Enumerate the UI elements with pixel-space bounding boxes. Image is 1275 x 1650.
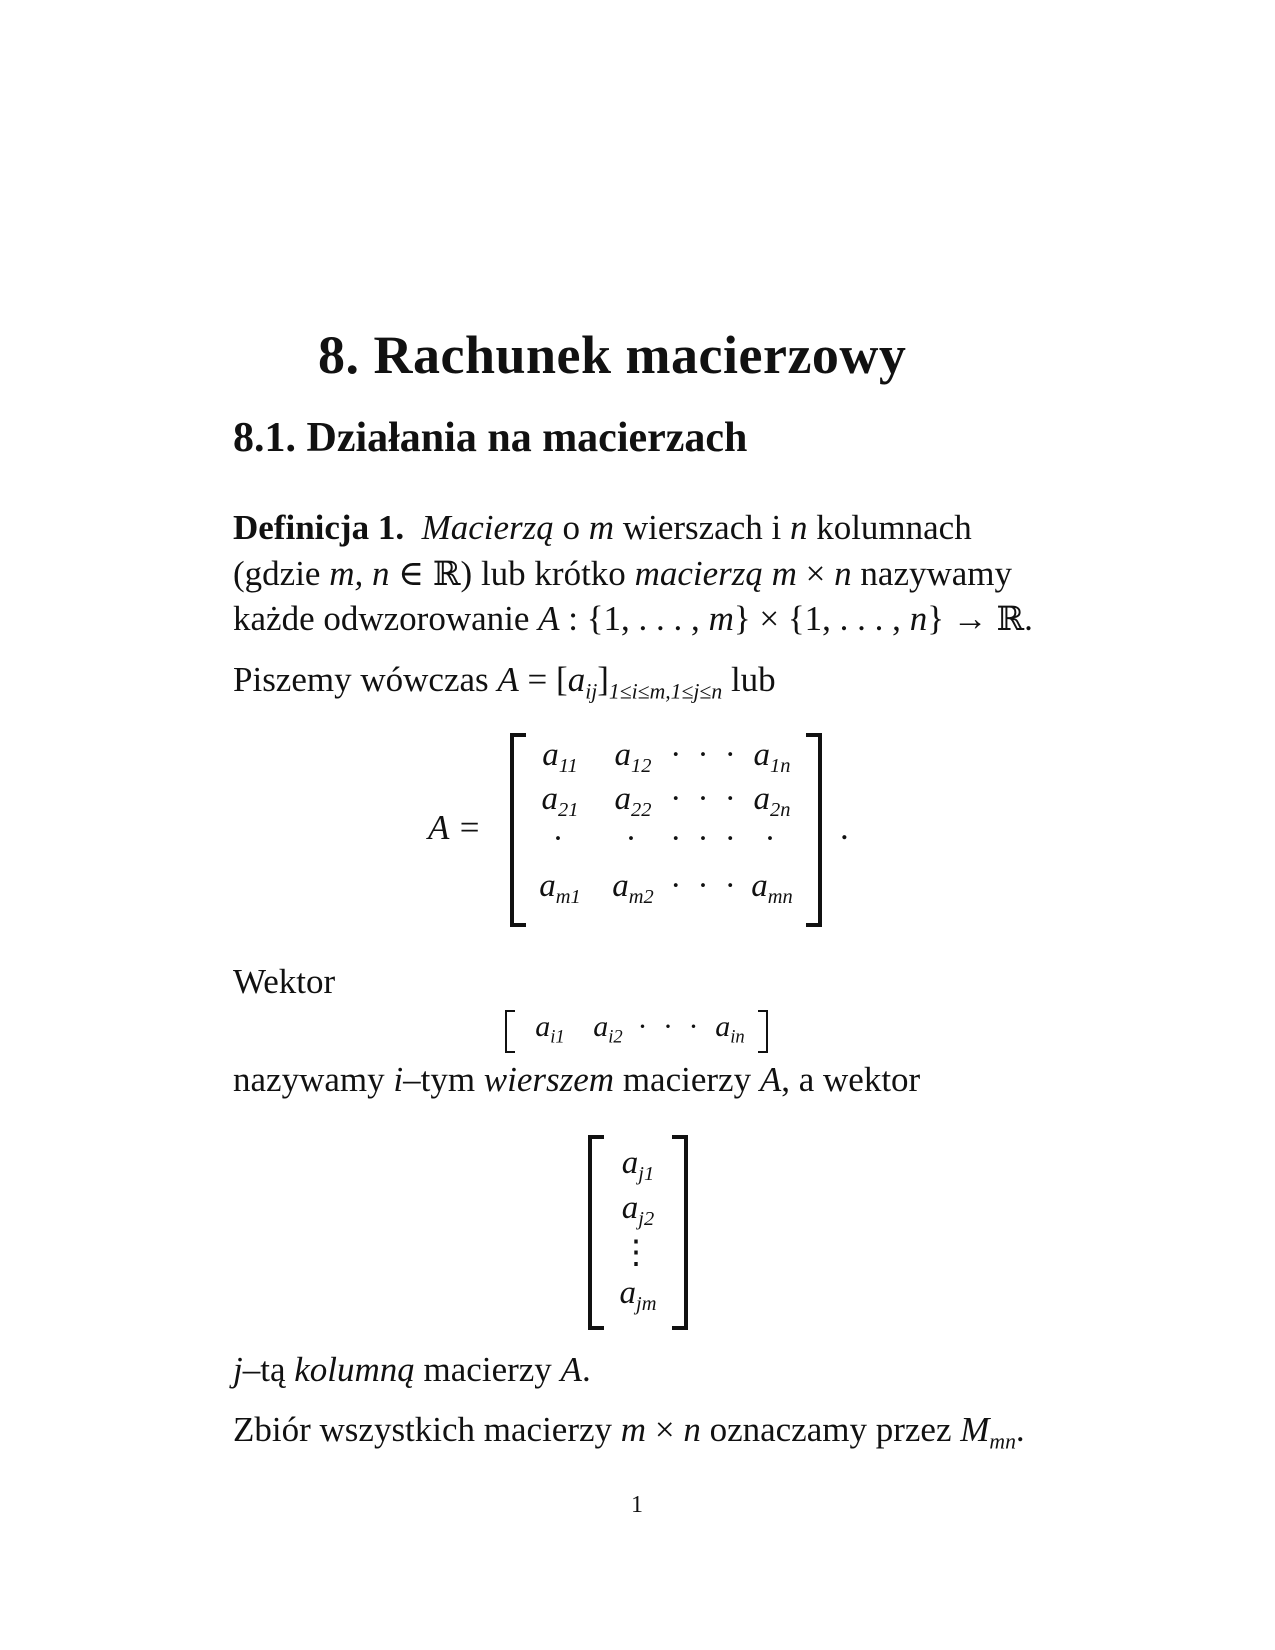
math-m: m [708, 599, 734, 638]
math-A: A [759, 1060, 782, 1099]
left-bracket [588, 1135, 604, 1330]
term-macierza-mxn: macierzą m [634, 554, 797, 593]
matrix-entry: $a_{mn}$ [751, 868, 793, 909]
reals-symbol: ℝ [996, 599, 1025, 638]
column-sentence [233, 1350, 591, 1390]
matrix-entry: $a_{2n}$ [753, 781, 791, 822]
definition-line-3 [233, 599, 1033, 639]
matrix-entry: · [625, 821, 641, 857]
term-macierza: Macierzą [421, 508, 554, 547]
text: lub [722, 660, 776, 699]
right-bracket [806, 733, 822, 927]
reals-symbol: ℝ [432, 554, 461, 593]
right-bracket [758, 1010, 768, 1053]
matrix-entry: $a_{in}$ [715, 1010, 745, 1048]
matrix-entry: $a_{i1}$ [535, 1010, 565, 1048]
math-a: a [567, 660, 586, 699]
matrix-entry: · · · [670, 737, 740, 773]
matrix-entry: $a_{j2}$ [621, 1190, 655, 1231]
definition-label: Definicja 1. [233, 508, 405, 547]
term-wierszem: wierszem [483, 1060, 615, 1099]
math-M: M [960, 1410, 990, 1449]
right-bracket [672, 1135, 688, 1330]
text: –tą [242, 1350, 295, 1389]
text: wierszach i [614, 508, 790, 547]
text: Piszemy wówczas [233, 660, 498, 699]
math-i: i [393, 1060, 404, 1099]
text: . [581, 1350, 591, 1389]
set-sentence [233, 1410, 1025, 1454]
column-vector [588, 1135, 688, 1330]
text: –tym [403, 1060, 484, 1099]
page-number: 1 [631, 1492, 643, 1518]
math-A: A [497, 660, 519, 699]
matrix-entry: · [552, 821, 568, 857]
text: kolumnach [807, 508, 972, 547]
text: macierzy [414, 1350, 561, 1389]
notation-line [233, 660, 776, 704]
matrix-entry: $a_{1n}$ [753, 737, 791, 778]
wektor-label: Wektor [233, 962, 336, 1001]
section-title: 8.1. Działania na macierzach [233, 415, 748, 461]
matrix-entry: $a_{i2}$ [593, 1010, 623, 1048]
text: macierzy [614, 1060, 760, 1099]
math-mn: m, n [329, 554, 390, 593]
definition-line-1 [233, 508, 972, 548]
math-j: j [233, 1350, 243, 1389]
term-kolumna: kolumną [294, 1350, 415, 1389]
text: : {1, . . . , [559, 599, 709, 638]
left-bracket [510, 733, 526, 927]
matrix-entry: $a_{m2}$ [612, 868, 654, 909]
matrix-entry: · [764, 821, 780, 857]
text: Zbiór wszystkich macierzy [233, 1410, 621, 1449]
matrix-entry: $a_{11}$ [542, 737, 578, 778]
math-n: n [909, 599, 928, 638]
text: nazywamy [233, 1060, 394, 1099]
matrix-entry: $a_{j1}$ [621, 1145, 655, 1186]
matrix-entry: · · · [670, 821, 740, 857]
arrow: } → [927, 599, 997, 638]
subscript-ij: ij [585, 679, 598, 704]
math-A: A [538, 599, 560, 638]
matrix-entry: · · · [670, 781, 740, 817]
matrix-entry: $a_{m1}$ [539, 868, 581, 909]
left-bracket [505, 1010, 515, 1053]
matrix-lhs [428, 808, 481, 848]
text: } × {1, . . . , [733, 599, 910, 638]
math-n: n [834, 554, 852, 593]
matrix-entry: · · · [637, 1010, 703, 1043]
text: . [1015, 1410, 1025, 1449]
subscript-mn: mn [989, 1429, 1016, 1454]
text: (gdzie [233, 554, 330, 593]
text: = [ [518, 660, 568, 699]
math-n: n [683, 1410, 701, 1449]
text: każde odwzorowanie [233, 599, 539, 638]
times: × [796, 554, 835, 593]
text: nazywamy [851, 554, 1013, 593]
times: × [646, 1410, 684, 1449]
matrix-entry: $a_{21}$ [541, 781, 579, 822]
math-m: m [620, 1410, 647, 1449]
text: o [553, 508, 589, 547]
text: ) lub krótko [460, 554, 635, 593]
text: . [1024, 599, 1033, 638]
matrix-entry: ⋮ [619, 1235, 657, 1271]
element-of: ∈ [389, 554, 433, 593]
matrix-period: . [840, 808, 849, 847]
matrix-lhs-text: A = [428, 808, 482, 847]
definition-line-2 [233, 554, 1012, 594]
math-m: m [588, 508, 615, 547]
matrix-entry: $a_{jm}$ [619, 1275, 657, 1316]
matrix-entry: · · · [670, 868, 740, 904]
matrix-entry: $a_{22}$ [614, 781, 652, 822]
matrix-entry: $a_{12}$ [614, 737, 652, 778]
row-vector [505, 1010, 768, 1053]
math-A: A [560, 1350, 582, 1389]
matrix-A [510, 733, 822, 927]
chapter-title: 8. Rachunek macierzowy [318, 325, 907, 385]
row-sentence [233, 1060, 920, 1100]
index-range: 1≤i≤m,1≤j≤n [608, 679, 723, 704]
text: ] [597, 660, 609, 699]
text: oznaczamy przez [700, 1410, 961, 1449]
text: , a wektor [781, 1060, 921, 1099]
math-n: n [789, 508, 808, 547]
